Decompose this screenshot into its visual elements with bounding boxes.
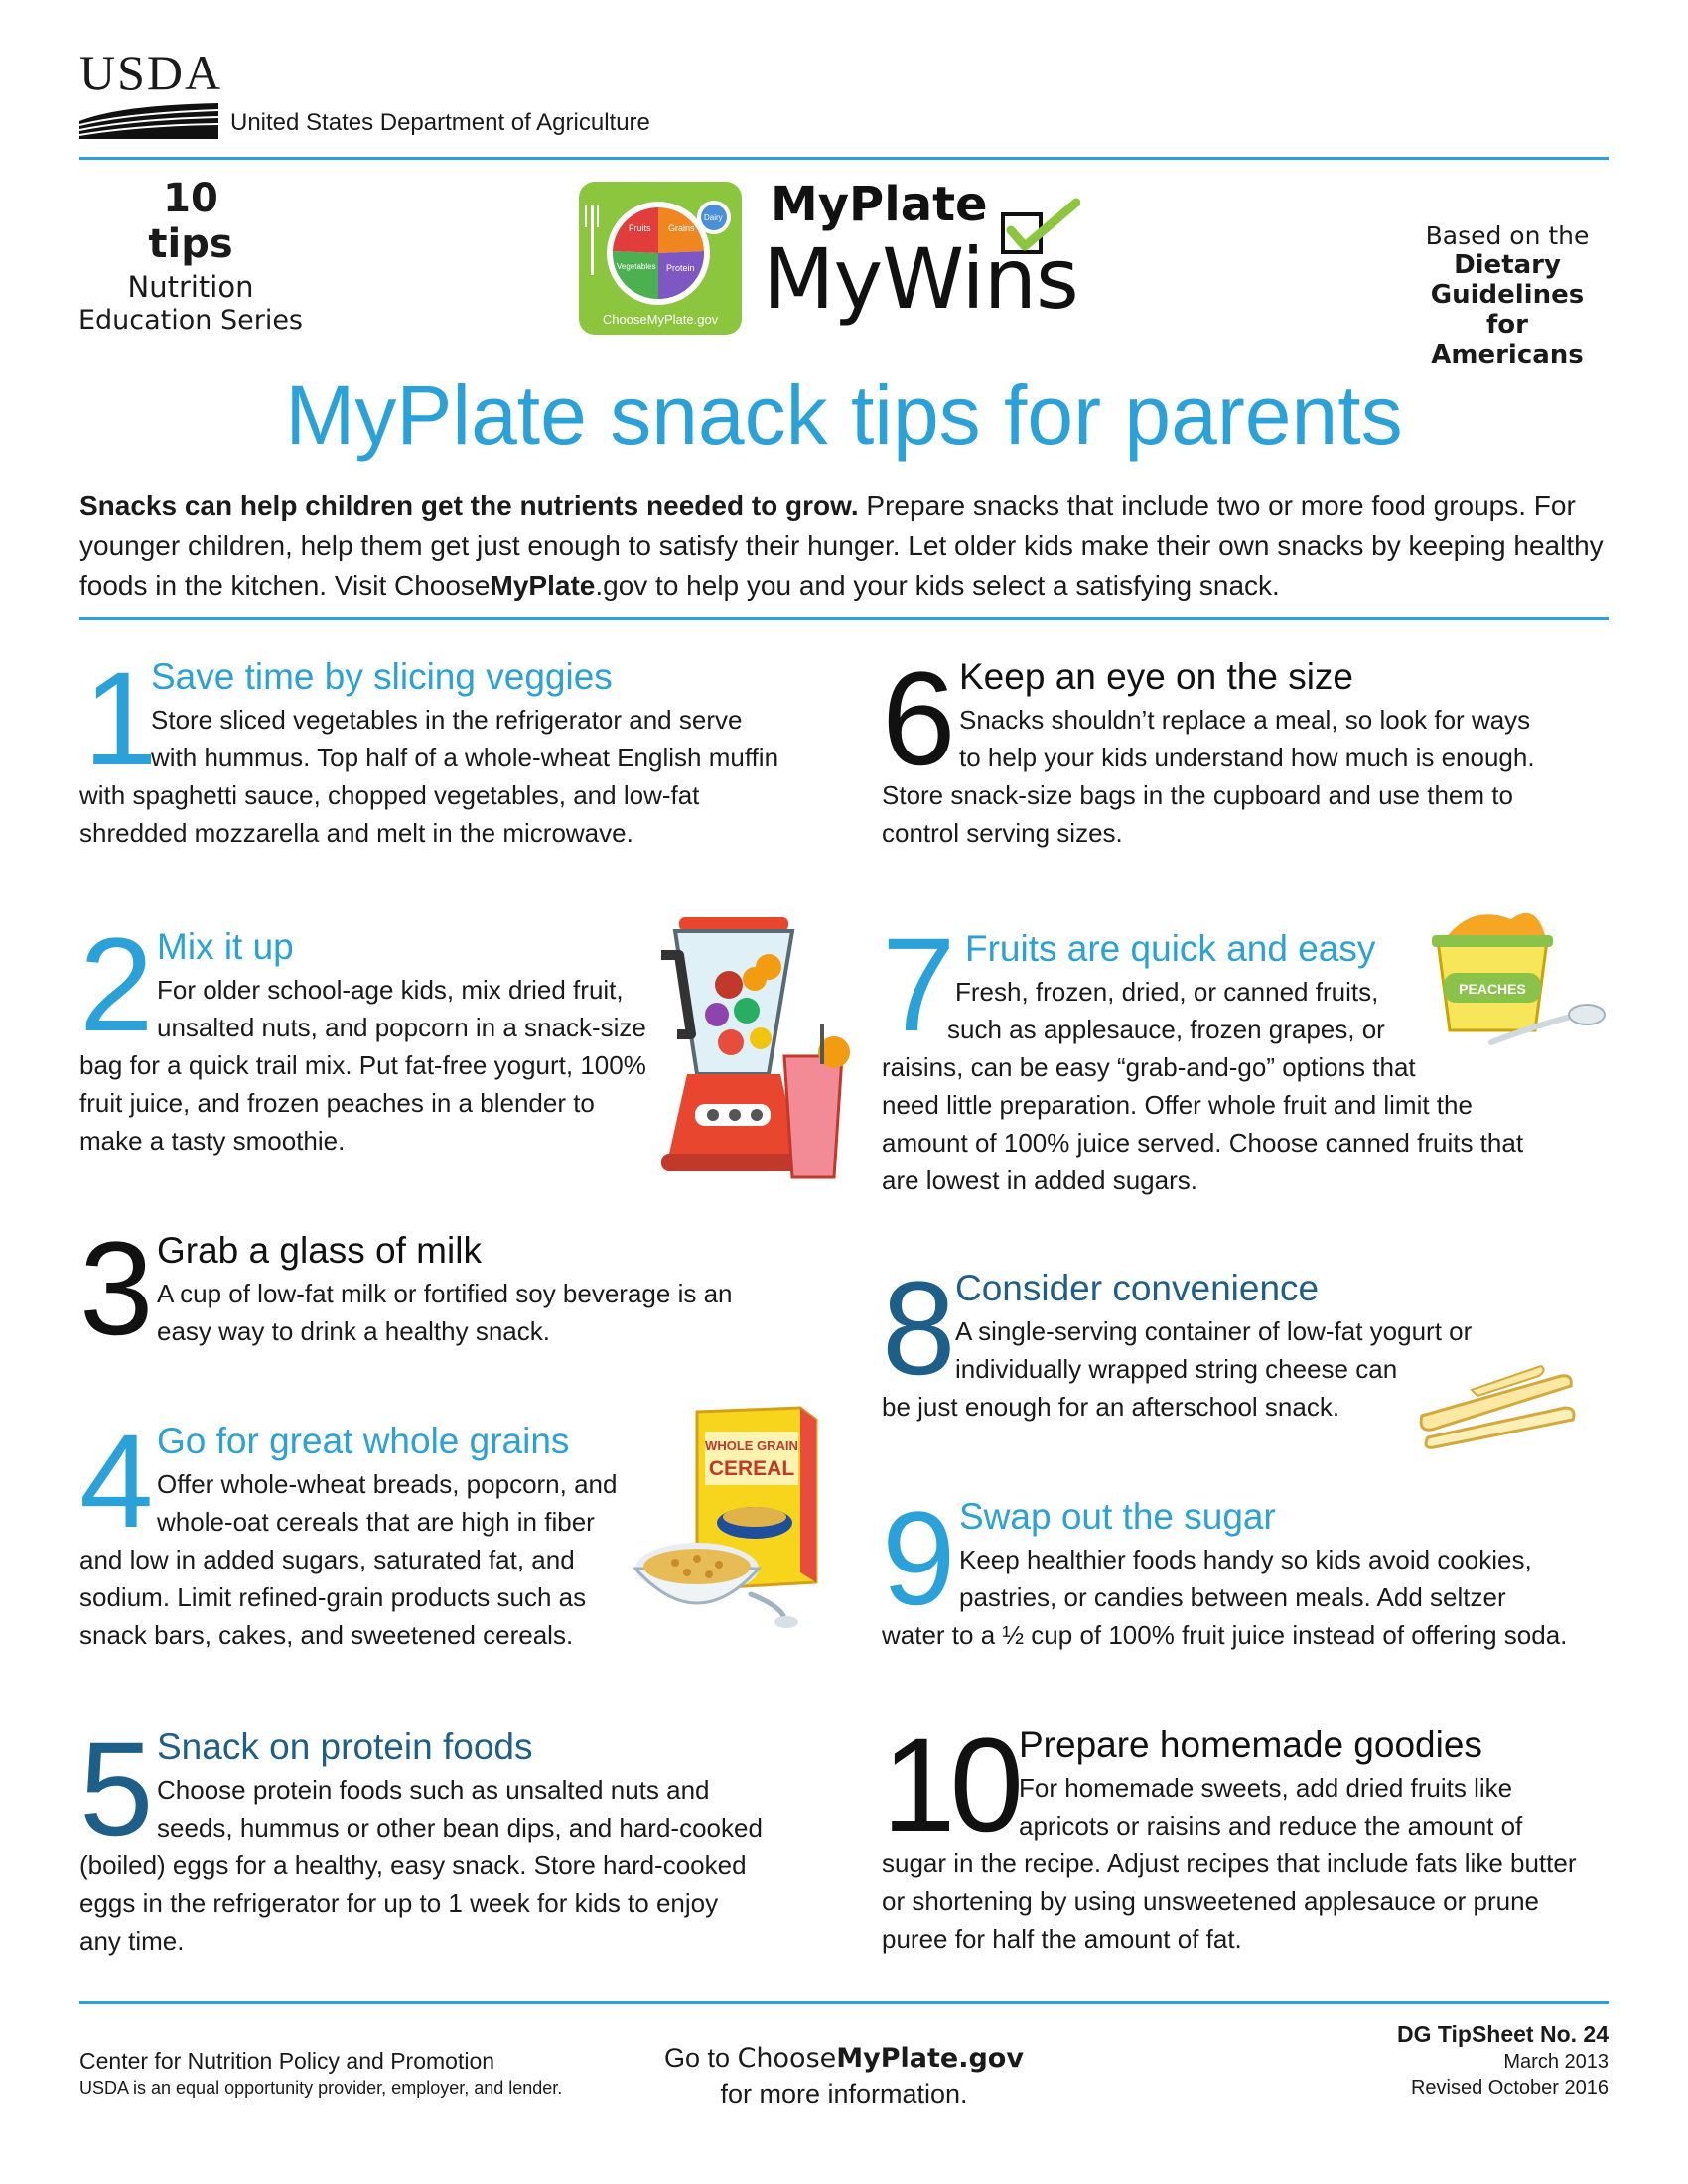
header-divider — [79, 157, 1609, 160]
tip-heading: Prepare homemade goodies — [1019, 1724, 1482, 1765]
intro-divider — [79, 617, 1609, 620]
guidelines-line-2: Guidelines — [1430, 280, 1585, 310]
plate-site-text: ChooseMyPlate.gov — [602, 312, 719, 327]
series-line-1: Nutrition — [127, 270, 254, 304]
tip-body-line: Choose protein foods such as unsalted nuts and — [157, 1775, 710, 1805]
tip-10 — [882, 1711, 1617, 1978]
tips-word: tips — [148, 221, 233, 267]
tip-body-rest: bag for a quick trail mix. Put fat-free yogurt, 100% fruit juice, and frozen peaches in a blender to make a tasty smoothie. — [79, 1050, 646, 1156]
goto-site-a: Choose — [737, 2043, 837, 2074]
department-name: United States Department of Agriculture — [230, 109, 650, 136]
tip-body-line: with hummus. Top half of a whole-wheat English muffin — [151, 743, 779, 772]
tip-heading: Consider convenience — [955, 1268, 1320, 1308]
plate-label-protein: Protein — [666, 263, 695, 273]
tip-3 — [79, 1215, 834, 1363]
tip-number: 7 — [882, 911, 956, 1059]
tip-body-line: Store sliced vegetables in the refrigerator and serve — [151, 705, 743, 735]
tip-heading: Mix it up — [157, 926, 294, 967]
tip-heading: Swap out the sugar — [959, 1496, 1276, 1537]
tip-body-line: easy way to drink a healthy snack. — [157, 1316, 550, 1346]
tip-number: 10 — [882, 1711, 1019, 1859]
peaches-label: PEACHES — [1459, 981, 1526, 997]
tip-number: 1 — [83, 645, 158, 793]
tip-9 — [882, 1485, 1617, 1672]
plate-icon — [579, 182, 742, 335]
intro-paragraph — [79, 486, 1614, 606]
tipsheet-number: DG TipSheet No. 24 — [1396, 2021, 1609, 2047]
goto-suffix: for more information. — [720, 2079, 968, 2109]
tip-5 — [79, 1715, 834, 1972]
intro-brand: MyPlate — [490, 570, 596, 601]
tip-number: 4 — [79, 1408, 154, 1556]
tip-number: 8 — [882, 1255, 956, 1403]
guidelines-line-1: Dietary — [1454, 250, 1561, 280]
tip-body-rest: water to a ½ cup of 100% fruit juice instead of offering soda. — [882, 1620, 1568, 1650]
tip-body-line: seeds, hummus or other bean dips, and hard-cooked — [157, 1813, 763, 1843]
tip-heading: Grab a glass of milk — [157, 1230, 482, 1271]
string-cheese-illustration — [1412, 1346, 1579, 1449]
tip-body-rest: sugar in the recipe. Adjust recipes that include fats like butter or shortening by using unsweetened applesauce or prune puree for half the amount of fat. — [882, 1848, 1577, 1954]
tip-body-line: A single-serving container of low-fat yogurt or — [955, 1316, 1473, 1346]
tip-body-line: pastries, or candies between meals. Add seltzer — [959, 1582, 1506, 1612]
intro-lead: Snacks can help children get the nutrients needed to grow. — [79, 490, 859, 521]
brand-myplate: MyPlate — [771, 177, 988, 232]
peaches-cup-illustration — [1430, 901, 1607, 1062]
brand-mywins: MyWins — [763, 230, 1078, 328]
tip-body-line: to help your kids understand how much is enough. — [959, 743, 1535, 772]
plate-label-vegetables: Vegetables — [617, 262, 656, 271]
goto-site-link[interactable] — [738, 2043, 1024, 2074]
tip-body-rest: with spaghetti sauce, chopped vegetables, and low-fat shredded mozzarella and melt in the microwave. — [79, 780, 700, 848]
series-line-2: Education Series — [77, 305, 304, 336]
tip-heading: Go for great whole grains — [157, 1421, 570, 1461]
based-on-text: Based on the — [1425, 221, 1590, 250]
tip-body-line: unsalted nuts, and popcorn in a snack-size — [157, 1013, 646, 1042]
plate-label-dairy: Dairy — [704, 213, 723, 222]
tip-heading: Keep an eye on the size — [959, 656, 1354, 697]
cereal-box-title: CEREAL — [708, 1457, 795, 1480]
tip-body-rest: be just enough for an afterschool snack. — [882, 1392, 1340, 1422]
goto-prefix: Go to — [664, 2043, 738, 2073]
goto-site-c: .gov — [958, 2043, 1024, 2074]
cereal-box-text: WHOLE GRAIN — [705, 1438, 798, 1453]
tip-body-line: individually wrapped string cheese can — [955, 1354, 1398, 1384]
usda-logo — [79, 44, 223, 135]
intro-text-1: Prepare snacks that include two or more food groups. For younger children, help them get just enough to satisfy their hunger. Let older kids make their own snacks by keeping healthy foods in the kitchen. Visit Choose — [79, 490, 1604, 601]
goto-site-b: MyPlate — [836, 2043, 959, 2074]
tips-number: 10 — [163, 176, 218, 221]
blender-smoothie-illustration — [651, 915, 852, 1181]
tip-body-rest: Store snack-size bags in the cupboard and use them to control serving sizes. — [882, 780, 1513, 848]
revised-date: Revised October 2016 — [1410, 2077, 1609, 2099]
goto-line — [596, 2043, 1092, 2074]
equal-opportunity-statement: USDA is an equal opportunity provider, employer, and lender. — [79, 2078, 563, 2098]
tip-body-line: A cup of low-fat milk or fortified soy beverage is an — [157, 1279, 733, 1308]
myplate-logo — [579, 182, 742, 335]
intro-text-2: .gov to help you and your kids select a satisfying snack. — [595, 570, 1280, 601]
tip-body-line: apricots or raisins and reduce the amount of — [1019, 1811, 1523, 1841]
plate-label-grains: Grains — [668, 223, 695, 233]
tip-body-rest: and low in added sugars, saturated fat, and sodium. Limit refined-grain products such as snack bars, cakes, and sweetened cereals. — [79, 1545, 587, 1650]
tip-number: 5 — [79, 1715, 154, 1863]
page-title: MyPlate snack tips for parents — [285, 368, 1403, 462]
tip-body-line: For older school-age kids, mix dried fruit, — [157, 975, 624, 1005]
tip-body-rest: raisins, can be easy “grab-and-go” options that need little preparation. Offer whole fruit and limit the amount of 100% juice served. Choose canned fruits that are lowest in added sugars. — [882, 1052, 1524, 1195]
publish-date: March 2013 — [1503, 2051, 1609, 2073]
cereal-illustration — [632, 1404, 830, 1638]
tip-number: 3 — [79, 1215, 154, 1363]
usda-landscape-icon — [79, 99, 218, 139]
tip-number: 2 — [79, 911, 154, 1059]
tip-heading: Snack on protein foods — [157, 1726, 533, 1767]
tip-heading: Save time by slicing veggies — [151, 656, 613, 697]
tip-heading: Fruits are quick and easy — [965, 928, 1376, 969]
tip-body-line: Offer whole-wheat breads, popcorn, and — [157, 1469, 618, 1499]
tip-body-line: Keep healthier foods handy so kids avoid cookies, — [959, 1545, 1532, 1574]
usda-logo-text: USDA — [79, 45, 223, 100]
tip-6 — [882, 645, 1617, 862]
tip-number: 6 — [882, 645, 956, 793]
footer-divider — [79, 2001, 1609, 2004]
tip-body-line: Fresh, frozen, dried, or canned fruits, — [955, 977, 1379, 1007]
tip-body-rest: (boiled) eggs for a healthy, easy snack. Store hard-cooked eggs in the refrigerator for up to 1 week for kids to enjoy any time. — [79, 1850, 747, 1956]
tip-body-line: whole-oat cereals that are high in fiber — [157, 1507, 595, 1537]
guidelines-line-3: for Americans — [1431, 310, 1584, 370]
tip-1 — [79, 645, 834, 862]
tip-body-line: such as applesauce, frozen grapes, or — [947, 1015, 1385, 1044]
tip-body-line: For homemade sweets, add dried fruits like — [1019, 1773, 1513, 1803]
tip-number: 9 — [882, 1485, 956, 1633]
tip-body-line: Snacks shouldn’t replace a meal, so look for ways — [959, 705, 1531, 735]
center-name: Center for Nutrition Policy and Promotion — [79, 2048, 495, 2074]
plate-label-fruits: Fruits — [629, 223, 651, 233]
